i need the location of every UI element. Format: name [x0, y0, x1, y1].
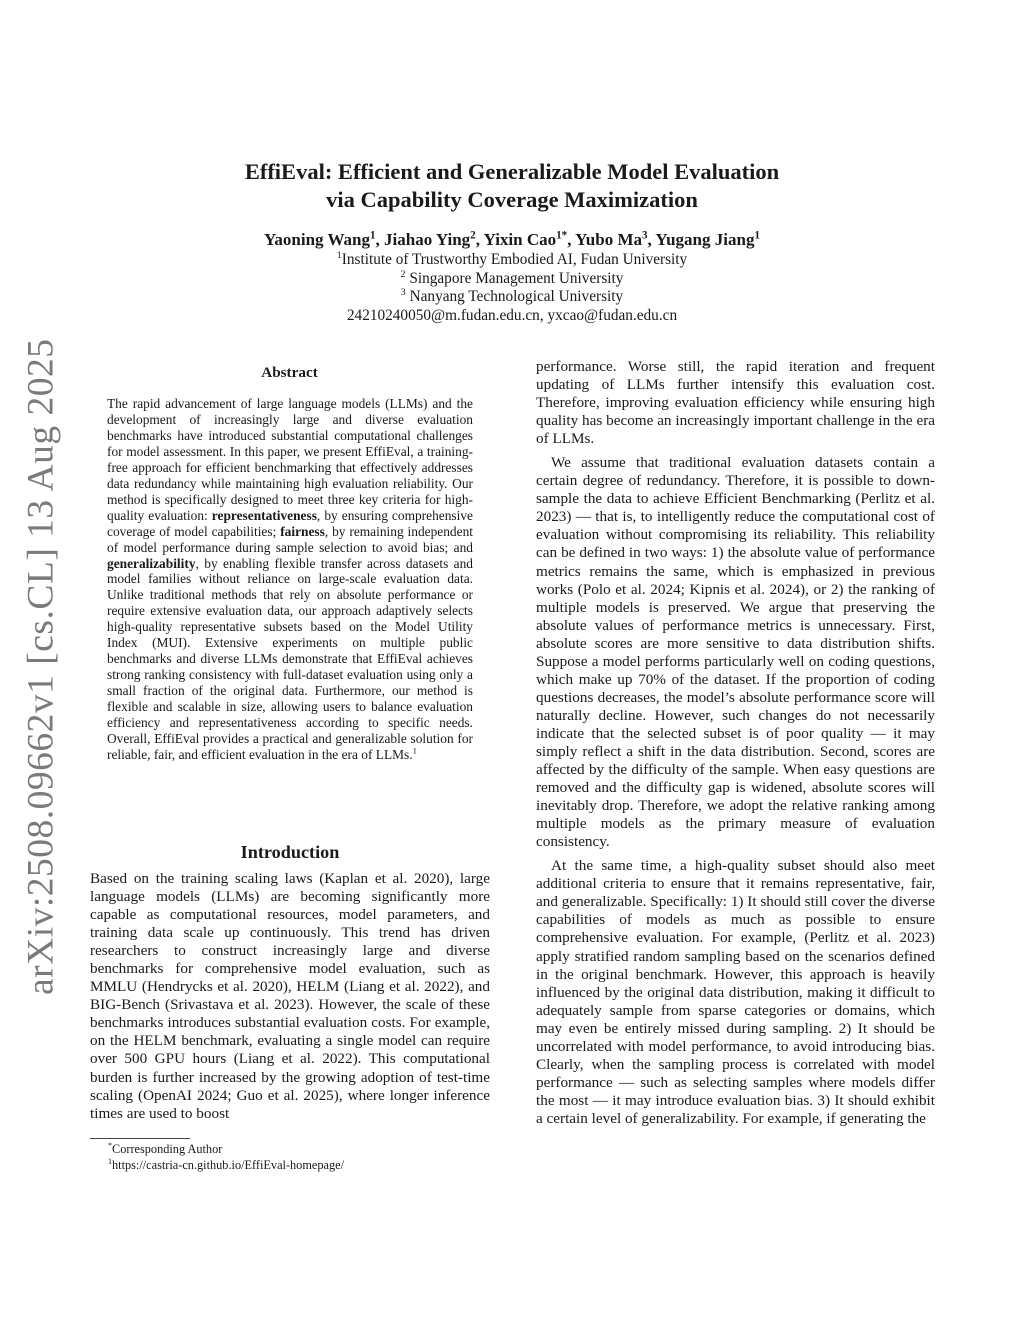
right-column — [536, 358, 935, 1128]
footnote-mark: * — [108, 1140, 112, 1150]
author-separator: , — [567, 230, 576, 249]
author-affiliation-mark: 1 — [754, 229, 760, 242]
introduction-heading: Introduction — [240, 842, 340, 862]
footnote-divider — [90, 1138, 190, 1139]
affiliation-mark: 1 — [336, 249, 342, 261]
contact-emails: 24210240050@m.fudan.edu.cn, yxcao@fudan.edu.cn — [346, 306, 678, 324]
affiliation-mark: 2 — [400, 268, 406, 280]
abstract-text: , by ensuring comprehensive coverage of model capabilities; — [107, 507, 473, 539]
affiliation — [0, 270, 1024, 289]
affiliation-text: Institute of Trustworthy Embodied AI, Fudan University — [341, 251, 688, 268]
abstract-body — [107, 396, 473, 763]
affiliation-text: Nanyang Technological University — [405, 288, 624, 305]
abstract-text: , by remaining independent of model performance during sample selection to avoid bias; and — [107, 523, 473, 555]
affiliation-mark: 3 — [400, 286, 406, 298]
author-separator: , — [475, 230, 484, 249]
author-affiliation-mark: 1 — [370, 229, 376, 242]
footnote-text: Corresponding Author — [112, 1142, 223, 1156]
abstract-keyword: representativeness — [211, 507, 317, 523]
footnote — [108, 1158, 344, 1174]
introduction-paragraph: Based on the training scaling laws (Kaplan et al. 2020), large language models (LLMs) are becoming significantly more capable as computational resources, model parameters, and training data scale up continuously. This trend has driven researchers to construct increasingly large and diverse benchmarks for comprehensive model evaluation, such as MMLU (Hendrycks et al. 2020), HELM (Liang et al. 2022), and BIG-Bench (Srivastava et al. 2023). However, the scale of these benchmarks introduces substantial evaluation costs. For example, on the HELM benchmark, evaluating a single model can require over 500 GPU hours (Liang et al. 2022). This computational burden is further increased by the growing adoption of test-time scaling (OpenAI 2024; Guo et al. 2025), where longer inference times are used to boost — [90, 870, 490, 1122]
author-affiliation-mark: 2 — [470, 229, 476, 242]
footnote-mark: 1 — [412, 745, 417, 756]
affiliation — [0, 288, 1024, 307]
affiliation — [0, 251, 1024, 270]
paper-header — [0, 158, 1024, 325]
footnote — [108, 1142, 344, 1158]
abstract-keyword: fairness — [280, 523, 325, 539]
body-paragraph: performance. Worse still, the rapid iteration and frequent updating of LLMs further intensify this evaluation cost. Therefore, improving evaluation efficiency while ensuring high quality has become an increasingly important challenge in the era of LLMs. — [536, 358, 935, 448]
author-list — [0, 229, 1024, 251]
arxiv-identifier-stamp: arXiv:2508.09662v1 [cs.CL] 13 Aug 2025 — [20, 338, 62, 996]
body-paragraph: At the same time, a high-quality subset should also meet additional criteria to ensure that it remains representative, fair, and generalizable. Specifically: 1) It should still cover the diverse capabilities of models as much as possible to ensure comprehensive evaluation. For example, (Perlitz et al. 2023) apply stratified random sampling based on the scenarios defined in the original benchmark. However, this approach is heavily influenced by the original data distribution, making it difficult to adequately sample from sparse categories or domains, which may even be entirely missed during sampling. 2) It should be uncorrelated with model performance, to avoid introducing bias. Clearly, when the sampling process is correlated with model performance — such as selecting samples where models differ the most — it may introduce evaluation bias. 3) It should exhibit a certain level of generalizability. For example, if generating the — [536, 857, 935, 1127]
paper-title — [0, 158, 1024, 214]
abstract-keyword: generalizability — [107, 555, 196, 571]
author-name: Yixin Cao — [483, 230, 557, 249]
footnote-mark: 1 — [108, 1156, 112, 1166]
abstract-heading: Abstract — [261, 364, 318, 381]
body-paragraph: We assume that traditional evaluation datasets contain a certain degree of redundancy. Therefore, it is possible to down-sample the data to achieve Efficient Benchmarking (Perlitz et al. 2023) — that is, to intelligently reduce the computational cost of evaluation without compromising its reliability. This reliability can be defined in two ways: 1) the absolute value of performance metrics remains the same, which is emphasized in previous works (Polo et al. 2024; Kipnis et al. 2024), or 2) the ranking of multiple models is preserved. We argue that preserving the absolute values of performance metrics is unnecessary. First, absolute scores are more sensitive to data distribution shifts. Suppose a model performs particularly well on coding questions, which make up 70% of the dataset. If the proportion of coding questions decreases, the model’s absolute performance score will naturally decline. However, such changes do not necessarily indicate that the selected subset is of poor quality — it may simply reflect a shift in the data distribution. Second, scores are affected by the difficulty of the sample. When easy questions are removed and the difficulty gap is widened, absolute scores will inevitably drop. Therefore, we adopt the relative ranking among multiple models as the primary measure of evaluation consistency. — [536, 454, 935, 851]
author-separator: , — [375, 230, 385, 249]
author-name: Yugang Jiang — [655, 230, 755, 249]
author-affiliation-mark: 3 — [641, 229, 648, 242]
author-affiliation-mark: 1* — [556, 229, 568, 242]
author-name: Jiahao Ying — [384, 230, 471, 249]
footnotes — [108, 1142, 344, 1173]
footnote-link[interactable]: https://castria-cn.github.io/EffiEval-homepage/ — [112, 1157, 344, 1172]
title-line-2: via Capability Coverage Maximization — [326, 187, 698, 212]
author-name: Yubo Ma — [575, 230, 642, 249]
author-separator: , — [647, 230, 656, 249]
author-name: Yaoning Wang — [264, 230, 370, 249]
title-line-1: EffiEval: Efficient and Generalizable Model Evaluation — [244, 159, 780, 184]
abstract-text: , by enabling flexible transfer across datasets and model families without reliance on large-scale evaluation data. Unlike traditional methods that rely on absolute performance or require extensive evaluation data, our approach adaptively selects high-quality representative subsets based on the Model Utility Index (MUI). Extensive experiments on multiple public benchmarks and diverse LLMs demonstrate that EffiEval achieves strong ranking consistency with full-dataset evaluation using only a small fraction of the original data. Furthermore, our method is flexible and scalable in size, allowing users to balance evaluation efficiency and representativeness according to specific needs. Overall, EffiEval provides a practical and generalizable solution for reliable, fair, and efficient evaluation in the era of LLMs. — [107, 555, 473, 762]
affiliation-text: Singapore Management University — [405, 269, 624, 287]
abstract-text: The rapid advancement of large language models (LLMs) and the development of increasingly large and diverse evaluation benchmarks have introduced substantial computational challenges for model assessment. In this paper, we present EffiEval, a training-free approach for efficient benchmarking that effectively addresses data redundancy while maintaining high evaluation reliability. Our method is specifically designed to meet three key criteria for high-quality evaluation: — [107, 396, 473, 523]
